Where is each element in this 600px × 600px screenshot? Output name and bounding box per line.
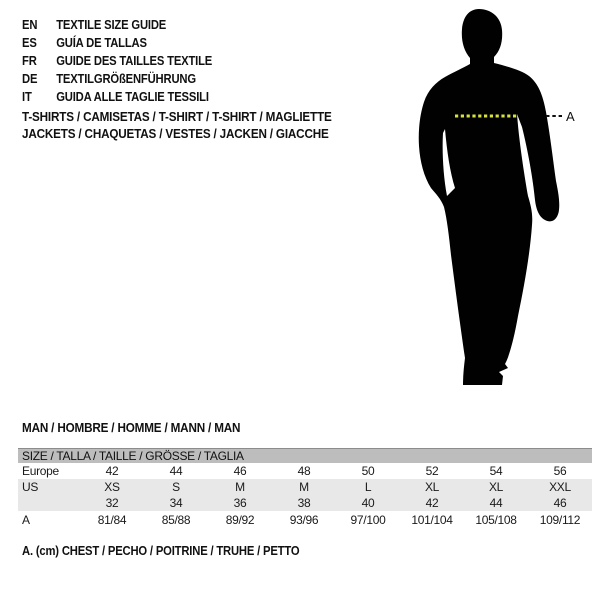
table-cell: 50 (361, 464, 375, 478)
category-line-jackets: JACKETS / CHAQUETAS / VESTES / JACKEN / GIACCHE (22, 126, 329, 141)
language-row-es (22, 34, 212, 52)
table-cell: M (235, 480, 245, 494)
table-row-label: A (22, 513, 30, 527)
table-cell: 85/88 (161, 513, 191, 527)
language-row-en (22, 16, 212, 34)
language-code: ES (22, 36, 37, 50)
table-cell: 97/100 (350, 513, 386, 527)
language-code: FR (22, 54, 37, 68)
table-cell: 93/96 (289, 513, 319, 527)
table-cell: 46 (233, 464, 247, 478)
table-row-label: US (22, 480, 39, 494)
table-cell: L (364, 480, 372, 494)
table-cell: 42 (105, 464, 119, 478)
table-cell: XL (488, 480, 504, 494)
table-cell: S (172, 480, 180, 494)
table-cell: 38 (297, 496, 311, 510)
table-cell: 109/112 (539, 513, 581, 527)
language-code: IT (22, 90, 32, 104)
table-row-numeric (18, 495, 592, 511)
table-cell: 52 (425, 464, 439, 478)
man-silhouette (419, 9, 560, 385)
table-cell: 32 (105, 496, 119, 510)
table-cell: 44 (169, 464, 183, 478)
category-line-tshirts: T-SHIRTS / CAMISETAS / T-SHIRT / T-SHIRT / MAGLIETTE (22, 109, 332, 124)
table-cell: 89/92 (225, 513, 255, 527)
language-label: TEXTILE SIZE GUIDE (56, 18, 167, 32)
table-row-us (18, 479, 592, 495)
measurement-footnote: A. (cm) CHEST / PECHO / POITRINE / TRUHE / PETTO (22, 544, 300, 558)
table-row-label: Europe (22, 464, 59, 478)
language-row-de (22, 70, 212, 88)
language-label: TEXTILGRÖßENFÜHRUNG (56, 72, 196, 86)
language-code: EN (22, 18, 38, 32)
table-cell: 105/108 (475, 513, 517, 527)
table-cell: 101/104 (411, 513, 453, 527)
language-label: GUIDA ALLE TAGLIE TESSILI (56, 90, 209, 104)
size-table (18, 448, 592, 529)
table-cell: 81/84 (97, 513, 127, 527)
language-list (22, 16, 212, 106)
table-cell: 44 (489, 496, 503, 510)
table-cell: 54 (489, 464, 503, 478)
table-cell: 46 (553, 496, 567, 510)
language-row-it (22, 88, 212, 106)
table-cell: XS (104, 480, 120, 494)
language-label: GUIDE DES TAILLES TEXTILE (56, 54, 213, 68)
language-code: DE (22, 72, 38, 86)
table-cell: XL (424, 480, 440, 494)
table-row-chest (18, 511, 592, 529)
table-cell: 48 (297, 464, 311, 478)
language-label: GUÍA DE TALLAS (56, 36, 147, 50)
table-row-label (18, 495, 80, 511)
language-row-fr (22, 52, 212, 70)
measure-label-a: A (566, 109, 575, 124)
table-cell: M (299, 480, 309, 494)
table-cell: 36 (233, 496, 247, 510)
table-cell: 56 (553, 464, 567, 478)
garment-categories (22, 108, 332, 142)
man-figure (395, 0, 600, 400)
table-row-europe (18, 463, 592, 479)
table-header: SIZE / TALLA / TAILLE / GRÖSSE / TAGLIA (18, 448, 592, 463)
table-cell: 40 (361, 496, 375, 510)
table-cell: 42 (425, 496, 439, 510)
table-cell: XXL (549, 480, 571, 494)
table-cell: 34 (169, 496, 183, 510)
section-title: MAN / HOMBRE / HOMME / MANN / MAN (22, 420, 241, 435)
